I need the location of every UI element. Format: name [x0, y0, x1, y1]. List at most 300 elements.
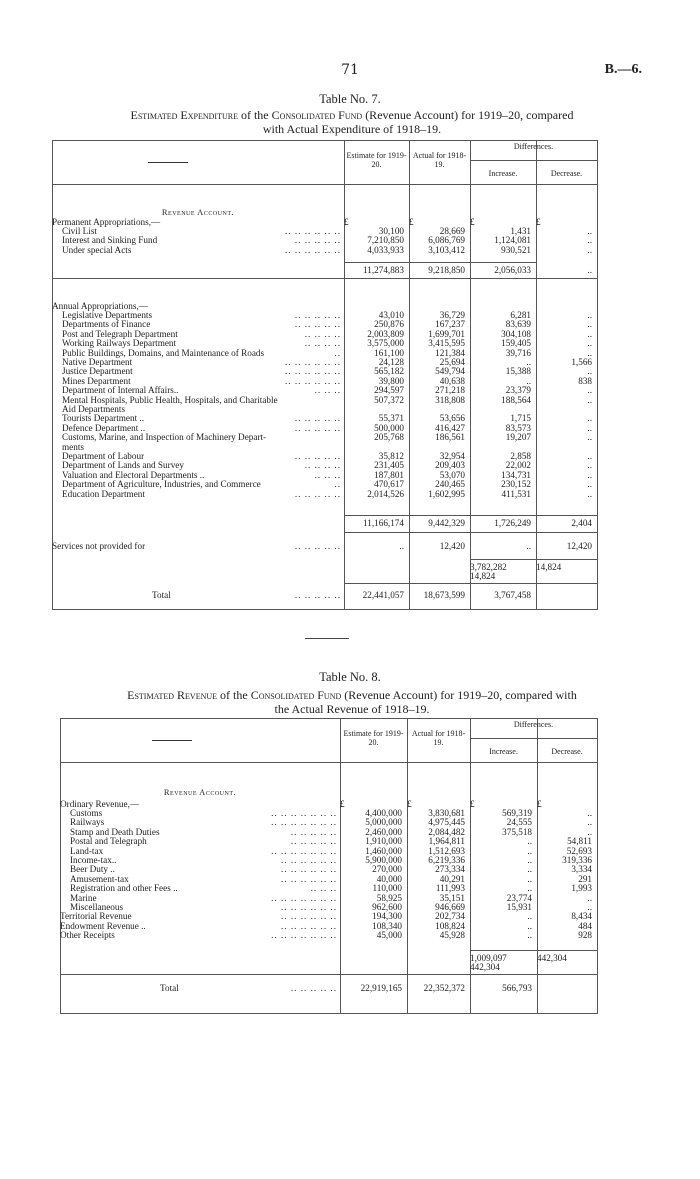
table-row — [52, 490, 597, 499]
row-leader: .. .. .. .. — [304, 339, 341, 349]
subtotal-rule — [470, 559, 597, 560]
cell-inc: 2,858 — [510, 451, 531, 461]
subtotal-row — [52, 519, 597, 528]
cell-dec: .. — [587, 319, 592, 330]
cell-inc: 83,573 — [505, 422, 531, 433]
row-leader: .. .. .. .. .. — [294, 423, 341, 433]
cell-est: .. — [399, 541, 404, 551]
cell-inc: 134,731 — [501, 469, 531, 480]
perm-appropriations-label: Permanent Appropriations,— — [52, 217, 161, 227]
cell-inc: 15,931 — [506, 902, 532, 912]
cell-dec: .. — [587, 310, 592, 320]
row-label: Department of Agriculture, Industries, and Commerce — [62, 480, 261, 490]
row-label: Mental Hospitals, Public Health, Hospitals, and Charitable — [62, 395, 278, 405]
cell-inc: 39,716 — [505, 347, 531, 358]
cell-dec: .. — [587, 244, 592, 255]
currency-mark: £ — [470, 217, 475, 227]
cell-act: 40,291 — [439, 873, 465, 884]
row-label: Marine — [70, 893, 97, 903]
cell-est: 2,014,526 — [367, 488, 404, 499]
cell-dec: .. — [587, 488, 592, 499]
cell-act: 28,669 — [439, 226, 465, 236]
cell-inc: 930,521 — [501, 244, 531, 255]
cell-est: 40,000 — [376, 873, 402, 884]
row-leader: .. .. .. .. .. .. .. — [271, 931, 337, 941]
stub-dash — [148, 162, 188, 163]
cell-act: 53,656 — [439, 413, 465, 424]
cell-dec: .. — [587, 422, 592, 433]
cell-inc: 22,002 — [505, 460, 531, 471]
row-leader: .. .. .. .. .. .. — [280, 865, 337, 875]
cell-inc: 1,431 — [510, 226, 531, 236]
row-label: Department of Labour — [62, 452, 145, 461]
row-leader: .. .. .. .. .. .. .. — [271, 818, 337, 828]
cell-inc: 566,793 — [502, 983, 532, 993]
stub-dash — [152, 740, 192, 741]
subtotal-rule — [344, 583, 597, 584]
cell-act: 1,602,995 — [428, 488, 465, 499]
subtotal-rule — [344, 515, 597, 516]
cell-act: 18,673,599 — [423, 590, 465, 600]
subtotal-row — [52, 266, 597, 275]
cell-est: 55,371 — [378, 413, 404, 424]
row-label: Justice Department — [62, 367, 133, 377]
cell-dec: .. — [587, 235, 592, 246]
differences-rule — [470, 738, 597, 739]
row-label: Legislative Departments — [62, 311, 153, 320]
row-label: Tourists Department .. — [62, 414, 145, 424]
row-leader: .. .. .. .. .. — [294, 489, 341, 499]
cell-inc: 19,207 — [505, 432, 531, 443]
table7-title: Table No. 7. — [319, 92, 381, 106]
row-leader: .. .. .. .. .. .. .. — [271, 846, 337, 856]
cell-dec: .. — [587, 817, 592, 828]
cell-est: 5,000,000 — [365, 817, 402, 828]
subtotal-rule — [52, 278, 597, 279]
row-leader: .. .. .. .. .. — [294, 414, 341, 424]
cell-dec: .. — [587, 826, 592, 837]
row-label: Railways — [70, 818, 105, 828]
row-leader: .. .. .. .. .. — [290, 984, 337, 993]
cell-inc: .. — [526, 357, 531, 367]
cell-act: 108,824 — [435, 920, 465, 931]
cell-est: 7,210,850 — [367, 235, 404, 246]
table-row — [60, 856, 597, 865]
currency-mark: £ — [470, 799, 475, 809]
cell-est: 1,460,000 — [365, 845, 402, 856]
cell-est: 22,441,057 — [362, 590, 404, 600]
cell-act: 6,086,769 — [428, 235, 465, 246]
cell-inc: 230,152 — [501, 479, 531, 490]
subtotal-rule — [344, 262, 536, 263]
cell-dec: .. — [587, 432, 592, 443]
cell-est: 250,876 — [374, 319, 404, 330]
cell-dec: 1,566 — [571, 357, 592, 367]
row-label: Education Department — [62, 489, 145, 499]
row-leader: .. .. .. .. .. .. — [280, 921, 337, 931]
row-label: Amusement-tax — [70, 874, 129, 884]
differences-rule — [470, 160, 597, 161]
header-estimate: Estimate for 1919-20. — [346, 151, 407, 169]
row-leader: .. .. .. .. .. — [294, 311, 341, 320]
table-row — [52, 433, 597, 442]
cell-est: 3,575,000 — [367, 338, 404, 349]
row-label: Department of Lands and Survey — [62, 461, 184, 471]
table7 — [52, 140, 597, 610]
cell-act: 4,975,445 — [428, 817, 465, 828]
table-row — [52, 349, 597, 358]
cell-dec: 3,334 — [571, 864, 592, 875]
table-row — [60, 828, 597, 837]
total-row — [52, 591, 597, 600]
cell-dec: 838 — [578, 375, 592, 386]
table-top-rule — [60, 718, 597, 719]
cell-est: 35,812 — [378, 451, 404, 461]
cell-est: 110,000 — [372, 883, 402, 894]
cell-dec: .. — [587, 366, 592, 377]
cell-est: 45,000 — [376, 930, 402, 941]
cell-act: 3,103,412 — [428, 244, 465, 255]
row-label: Valuation and Electoral Departments .. — [62, 470, 205, 480]
cell-act: 1,699,701 — [428, 328, 465, 339]
row-label: Department of Internal Affairs.. — [62, 386, 179, 396]
cell-act: 946,669 — [435, 902, 465, 912]
row-leader: .. .. .. .. .. .. — [284, 367, 341, 377]
cell-inc: .. — [526, 541, 531, 551]
cell-inc: 1,715 — [510, 413, 531, 424]
row-leader: .. .. .. .. — [304, 461, 341, 471]
cell-inc: .. — [527, 883, 532, 894]
cell-est: 507,372 — [374, 394, 404, 405]
header-rule — [52, 184, 597, 185]
cell-dec: 8,434 — [571, 911, 592, 922]
cell-est: 30,100 — [378, 226, 404, 236]
cell-est: 187,801 — [374, 469, 404, 480]
cell-est: 231,405 — [374, 460, 404, 471]
cell-est: 39,800 — [378, 375, 404, 386]
cell-est: 2,003,809 — [367, 328, 404, 339]
cell-inc: .. — [526, 375, 531, 386]
row-label: Interest and Sinking Fund — [62, 236, 158, 246]
cell-est: 5,900,000 — [365, 855, 402, 865]
row-label: Total — [160, 984, 179, 993]
table-row — [60, 837, 597, 846]
row-label: Income-tax.. — [70, 856, 117, 865]
cell-act: 121,384 — [435, 347, 465, 358]
table-row — [52, 396, 597, 405]
sum-decrease: 14,824 — [470, 571, 496, 581]
cell-inc: 569,319 — [502, 808, 532, 818]
row-label: ments — [62, 442, 84, 452]
cell-inc: .. — [527, 864, 532, 875]
table-row — [60, 903, 597, 912]
row-leader: .. .. .. .. .. .. — [280, 856, 337, 865]
table-row — [52, 367, 597, 376]
cell-dec: 54,811 — [567, 836, 592, 847]
cell-inc: .. — [527, 855, 532, 865]
header-differences: Differences. — [513, 720, 554, 729]
cell-act: 3,415,595 — [428, 338, 465, 349]
cell-inc: 188,564 — [501, 394, 531, 405]
row-leader: .. .. .. .. — [304, 329, 341, 339]
cell-act: 2,084,482 — [428, 826, 465, 837]
cell-act: 209,403 — [435, 460, 465, 471]
row-label: Under special Acts — [62, 245, 132, 255]
page-number: 71 — [341, 62, 359, 78]
row-leader: .. .. .. — [310, 884, 337, 894]
section-heading: Revenue Account. — [163, 787, 237, 797]
header-actual: Actual for 1918-19. — [411, 729, 466, 747]
header-rule — [60, 762, 597, 763]
cell-act: 416,427 — [435, 422, 465, 433]
cell-est: 11,274,883 — [362, 265, 404, 275]
row-leader: .. — [334, 348, 341, 358]
table-row — [60, 912, 597, 921]
currency-mark: £ — [536, 217, 541, 227]
table-row — [52, 246, 597, 255]
cell-est: 270,000 — [372, 864, 402, 875]
cell-act: 53,070 — [439, 469, 465, 480]
cell-inc: .. — [527, 920, 532, 931]
cell-dec: 319,336 — [562, 855, 592, 865]
row-leader: .. .. .. .. .. .. — [280, 903, 337, 912]
table-row — [60, 847, 597, 856]
row-leader: .. .. .. .. .. .. — [284, 376, 341, 386]
header-decrease: Decrease. — [550, 169, 583, 178]
net-decrease: 442,304 — [537, 953, 567, 963]
cell-dec: 928 — [578, 930, 592, 941]
cell-est: 2,460,000 — [365, 826, 402, 837]
cell-est: 1,910,000 — [365, 836, 402, 847]
currency-mark: £ — [409, 217, 414, 227]
row-label: Customs — [70, 809, 103, 818]
row-label: Total — [152, 591, 171, 600]
row-label: Territorial Revenue — [60, 912, 132, 922]
row-leader: .. .. .. .. .. .. — [284, 245, 341, 255]
cell-est: 11,166,174 — [362, 518, 404, 528]
table-separator — [305, 638, 349, 639]
subtotal-rule — [344, 532, 597, 533]
cell-act: 25,694 — [439, 357, 465, 367]
cell-dec: 1,993 — [571, 883, 592, 894]
table-row — [60, 931, 597, 940]
cell-dec: .. — [587, 479, 592, 490]
table-bottom-rule — [52, 609, 597, 610]
cell-dec: 2,404 — [571, 518, 592, 528]
cell-dec: .. — [587, 892, 592, 903]
cell-act: 35,151 — [439, 892, 465, 903]
header-estimate: Estimate for 1919-20. — [343, 729, 404, 747]
cell-act: 273,334 — [435, 864, 465, 875]
cell-est: 470,617 — [374, 479, 404, 490]
table8-caption: Estimated Revenue of the Consolidated Fund (Revenue Account) for 1919–20, compared with the Actual Revenue of 1918–19. — [127, 688, 577, 716]
cell-inc: 159,405 — [501, 338, 531, 349]
cell-est: 108,340 — [372, 920, 402, 931]
table-row — [52, 542, 597, 551]
cell-est: 962,600 — [372, 902, 402, 912]
sum-increase: 1,009,097 — [470, 953, 507, 963]
row-leader: .. .. .. — [314, 470, 341, 480]
header-increase: Increase. — [489, 747, 518, 756]
cell-act: 271,218 — [435, 385, 465, 396]
cell-act: 32,954 — [439, 451, 465, 461]
total-row — [60, 984, 597, 993]
row-leader: .. .. .. .. .. .. .. — [271, 809, 337, 818]
cell-est: 565,182 — [374, 366, 404, 377]
row-label: Land-tax — [70, 846, 104, 856]
cell-est: 22,919,165 — [360, 983, 402, 993]
sum-decrease: 442,304 — [470, 962, 500, 972]
cell-est: 500,000 — [374, 422, 404, 433]
cell-inc: 15,388 — [505, 366, 531, 377]
cell-inc: .. — [527, 930, 532, 941]
cell-act: 12,420 — [439, 541, 465, 551]
row-label: Postal and Telegraph — [70, 837, 147, 847]
row-label: Defence Department .. — [62, 423, 146, 433]
table7-caption: Estimated Expenditure of the Consolidated Fund (Revenue Account) for 1919–20, compared with Actual Expenditure of 1918–19. — [130, 108, 574, 136]
currency-mark: £ — [344, 217, 349, 227]
row-label: Stamp and Death Duties — [70, 827, 160, 837]
section-heading: Revenue Account. — [161, 207, 235, 217]
cell-inc: .. — [527, 911, 532, 922]
table-row — [60, 875, 597, 884]
cell-inc: 375,518 — [502, 826, 532, 837]
cell-act: 167,237 — [435, 319, 465, 330]
cell-dec: .. — [587, 902, 592, 912]
cell-act: 22,352,372 — [423, 983, 465, 993]
cell-inc: 23,379 — [505, 385, 531, 396]
sum-increase: 3,782,282 — [470, 562, 507, 572]
header-decrease: Decrease. — [551, 747, 583, 756]
column-rule — [597, 718, 598, 1014]
cell-dec: 52,693 — [566, 845, 592, 856]
header-increase: Increase. — [488, 169, 518, 178]
cell-act: 318,808 — [435, 394, 465, 405]
column-rule — [597, 140, 598, 610]
cell-est: 161,100 — [374, 347, 404, 358]
cell-dec: .. — [587, 226, 592, 236]
cell-est: 4,400,000 — [365, 808, 402, 818]
table-row — [60, 865, 597, 874]
ordinary-revenue-label: Ordinary Revenue,— — [60, 799, 140, 809]
cell-inc: 6,281 — [510, 310, 531, 320]
annual-appropriations-label: Annual Appropriations,— — [52, 301, 148, 311]
cell-est: 43,010 — [378, 310, 404, 320]
currency-mark: £ — [537, 799, 542, 809]
row-label: Working Railways Department — [62, 339, 177, 349]
row-label: Beer Duty .. — [70, 865, 115, 875]
cell-dec: 484 — [578, 920, 592, 931]
row-label: Mines Department — [62, 376, 131, 386]
cell-inc: 1,124,081 — [494, 235, 531, 246]
cell-dec: .. — [587, 265, 592, 275]
table8-title: Table No. 8. — [319, 670, 381, 684]
row-label: Registration and other Fees .. — [70, 884, 178, 894]
header-actual: Actual for 1918-19. — [412, 151, 467, 169]
cell-est: 205,768 — [374, 432, 404, 443]
cell-dec: .. — [587, 394, 592, 405]
row-leader: .. — [334, 480, 341, 490]
cell-act: 111,993 — [435, 883, 465, 894]
cell-act: 1,512,693 — [428, 845, 465, 856]
page-reference: B.—6. — [604, 62, 642, 77]
row-leader: .. .. .. .. .. — [294, 542, 341, 551]
cell-act: 40,638 — [439, 375, 465, 386]
cell-est: 24,128 — [378, 357, 404, 367]
subtotal-rule — [470, 950, 597, 951]
row-label: Civil List — [62, 227, 97, 236]
cell-est: 58,925 — [376, 892, 402, 903]
cell-act: 549,794 — [435, 366, 465, 377]
net-decrease: 14,824 — [536, 562, 562, 572]
row-label: Miscellaneous — [70, 903, 124, 912]
row-leader: .. .. .. .. .. .. — [284, 358, 341, 367]
cell-act: 36,729 — [439, 310, 465, 320]
cell-act: 186,561 — [435, 432, 465, 443]
cell-dec: .. — [587, 338, 592, 349]
row-label: Services not provided for — [52, 542, 146, 551]
currency-mark: £ — [407, 799, 412, 809]
cell-inc: .. — [527, 836, 532, 847]
cell-est: 194,300 — [372, 911, 402, 922]
row-leader: .. .. .. .. .. .. — [280, 912, 337, 922]
row-leader: .. .. .. — [314, 386, 341, 396]
cell-act: 1,964,811 — [428, 836, 465, 847]
table-row — [60, 922, 597, 931]
row-leader: .. .. .. .. .. .. — [280, 874, 337, 884]
row-label: Departments of Finance — [62, 320, 151, 330]
cell-inc: 411,531 — [501, 488, 531, 499]
cell-inc: 23,774 — [506, 892, 532, 903]
cell-dec: .. — [587, 347, 592, 358]
cell-dec: .. — [587, 469, 592, 480]
row-leader: .. .. .. .. .. .. — [284, 227, 341, 236]
cell-dec: .. — [587, 385, 592, 396]
cell-act: 3,830,681 — [428, 808, 465, 818]
row-leader: .. .. .. .. .. .. .. — [271, 893, 337, 903]
cell-est: 294,597 — [374, 385, 404, 396]
cell-inc: 304,108 — [501, 328, 531, 339]
table8 — [60, 718, 597, 1014]
table-top-rule — [52, 140, 597, 141]
cell-est: 4,033,933 — [367, 244, 404, 255]
cell-inc: 24,555 — [506, 817, 532, 828]
cell-act: 6,219,336 — [428, 855, 465, 865]
row-label: Customs, Marine, and Inspection of Machinery Depart- — [62, 433, 267, 443]
row-label: Endowment Revenue .. — [60, 921, 146, 931]
row-leader: .. .. .. .. .. — [294, 452, 341, 461]
row-leader: .. .. .. .. .. — [294, 236, 341, 246]
cell-inc: 83,639 — [505, 319, 531, 330]
cell-act: 240,465 — [435, 479, 465, 490]
row-leader: .. .. .. .. .. — [290, 837, 337, 847]
row-label: Public Buildings, Domains, and Maintenance of Roads — [62, 348, 265, 358]
cell-dec: 12,420 — [566, 541, 592, 551]
cell-act: 202,734 — [435, 911, 465, 922]
cell-inc: .. — [527, 873, 532, 884]
row-leader: .. .. .. .. .. — [294, 591, 341, 600]
cell-dec: .. — [587, 451, 592, 461]
row-label: Native Department — [62, 358, 133, 367]
header-differences: Differences. — [513, 142, 554, 151]
cell-dec: .. — [587, 460, 592, 471]
row-leader: .. .. .. .. .. — [294, 320, 341, 330]
currency-mark: £ — [340, 799, 345, 809]
cell-dec: .. — [587, 808, 592, 818]
cell-inc: 1,726,249 — [494, 518, 531, 528]
cell-inc: 2,056,033 — [494, 265, 531, 275]
cell-inc: 3,767,458 — [494, 590, 531, 600]
